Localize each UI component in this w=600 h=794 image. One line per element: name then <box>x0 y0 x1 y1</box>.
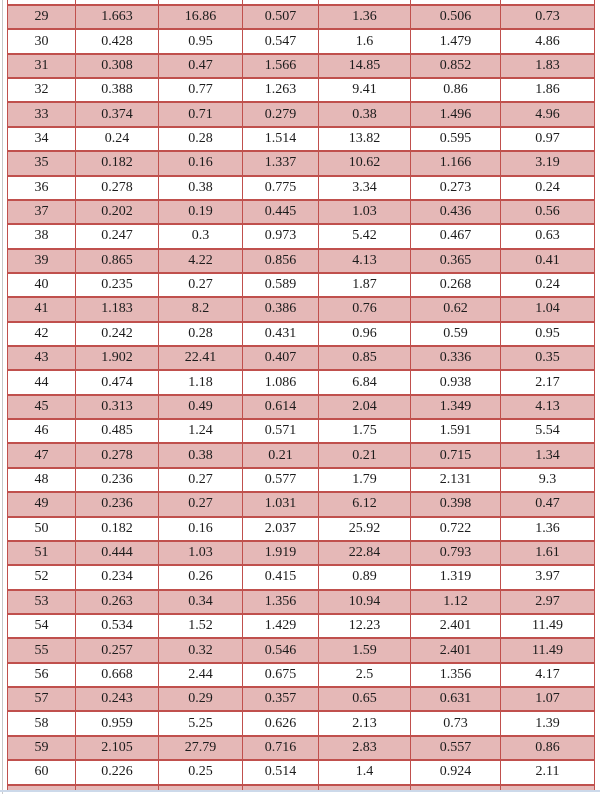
row-number-cell: 44 <box>8 370 76 394</box>
value-cell: 0.226 <box>76 760 159 784</box>
value-cell: 0.97 <box>501 127 595 151</box>
value-cell: 1.36 <box>501 517 595 541</box>
row-number-cell: 41 <box>8 297 76 321</box>
row-number-cell: 34 <box>8 127 76 151</box>
value-cell: 0.444 <box>76 541 159 565</box>
value-cell: 1.356 <box>243 590 319 614</box>
value-cell: 0.722 <box>411 517 501 541</box>
value-cell: 0.24 <box>501 176 595 200</box>
value-cell: 0.445 <box>243 200 319 224</box>
value-cell: 0.546 <box>243 638 319 662</box>
value-cell: 1.263 <box>243 78 319 102</box>
value-cell: 0.86 <box>501 736 595 760</box>
value-cell: 5.54 <box>501 419 595 443</box>
value-cell: 0.235 <box>76 273 159 297</box>
window-bottom-edge-line <box>0 790 600 792</box>
value-cell: 0.386 <box>243 297 319 321</box>
table-row <box>8 370 595 394</box>
value-cell: 0.19 <box>159 200 243 224</box>
value-cell: 1.902 <box>76 346 159 370</box>
value-cell: 0.16 <box>159 151 243 175</box>
value-cell: 0.793 <box>411 541 501 565</box>
table-row <box>8 322 595 346</box>
table-row <box>8 176 595 200</box>
value-cell: 22.41 <box>159 346 243 370</box>
value-cell: 0.278 <box>76 176 159 200</box>
row-number-cell: 43 <box>8 346 76 370</box>
value-cell: 0.431 <box>243 322 319 346</box>
row-number-cell: 51 <box>8 541 76 565</box>
value-cell: 11.49 <box>501 638 595 662</box>
table-row <box>8 541 595 565</box>
value-cell: 0.236 <box>76 468 159 492</box>
value-cell: 2.11 <box>501 760 595 784</box>
value-cell: 4.96 <box>501 102 595 126</box>
table-row <box>8 200 595 224</box>
value-cell: 4.13 <box>319 249 411 273</box>
value-cell: 2.04 <box>319 395 411 419</box>
value-cell: 0.202 <box>76 200 159 224</box>
value-cell: 1.03 <box>319 200 411 224</box>
value-cell: 0.675 <box>243 663 319 687</box>
row-number-cell: 53 <box>8 590 76 614</box>
value-cell: 1.496 <box>411 102 501 126</box>
value-cell: 0.436 <box>411 200 501 224</box>
value-cell: 0.336 <box>411 346 501 370</box>
value-cell: 0.547 <box>243 29 319 53</box>
value-cell: 1.4 <box>319 760 411 784</box>
value-cell: 0.407 <box>243 346 319 370</box>
table-row <box>8 102 595 126</box>
value-cell: 0.86 <box>411 78 501 102</box>
value-cell: 0.614 <box>243 395 319 419</box>
row-number-cell: 42 <box>8 322 76 346</box>
table-row <box>8 711 595 735</box>
value-cell: 0.28 <box>159 127 243 151</box>
row-number-cell: 48 <box>8 468 76 492</box>
value-cell: 0.3 <box>159 224 243 248</box>
row-number-cell: 52 <box>8 565 76 589</box>
value-cell: 1.429 <box>243 614 319 638</box>
value-cell: 1.6 <box>319 29 411 53</box>
table-row <box>8 54 595 78</box>
value-cell: 1.12 <box>411 590 501 614</box>
value-cell: 14.85 <box>319 54 411 78</box>
value-cell: 0.76 <box>319 297 411 321</box>
value-cell: 1.514 <box>243 127 319 151</box>
value-cell: 0.26 <box>159 565 243 589</box>
table-row <box>8 614 595 638</box>
value-cell: 1.349 <box>411 395 501 419</box>
value-cell: 0.49 <box>159 395 243 419</box>
value-cell: 0.73 <box>411 711 501 735</box>
value-cell: 27.79 <box>159 736 243 760</box>
partial-row-bottom <box>8 785 595 790</box>
value-cell: 0.557 <box>411 736 501 760</box>
value-cell: 25.92 <box>319 517 411 541</box>
value-cell: 3.34 <box>319 176 411 200</box>
value-cell: 1.566 <box>243 54 319 78</box>
table-row <box>8 346 595 370</box>
value-cell: 0.182 <box>76 517 159 541</box>
value-cell: 1.03 <box>159 541 243 565</box>
value-cell: 0.16 <box>159 517 243 541</box>
value-cell: 0.247 <box>76 224 159 248</box>
value-cell: 1.479 <box>411 29 501 53</box>
value-cell: 0.263 <box>76 590 159 614</box>
table-row <box>8 395 595 419</box>
value-cell: 0.96 <box>319 322 411 346</box>
value-cell: 13.82 <box>319 127 411 151</box>
table-row <box>8 78 595 102</box>
value-cell: 0.182 <box>76 151 159 175</box>
value-cell: 0.27 <box>159 492 243 516</box>
table-row <box>8 127 595 151</box>
value-cell: 0.507 <box>243 5 319 29</box>
value-cell: 0.27 <box>159 468 243 492</box>
value-cell: 0.29 <box>159 687 243 711</box>
value-cell: 0.357 <box>243 687 319 711</box>
value-cell: 8.2 <box>159 297 243 321</box>
value-cell: 1.031 <box>243 492 319 516</box>
value-cell: 1.36 <box>319 5 411 29</box>
value-cell: 2.44 <box>159 663 243 687</box>
row-number-cell: 45 <box>8 395 76 419</box>
row-number-cell: 31 <box>8 54 76 78</box>
value-cell: 1.663 <box>76 5 159 29</box>
row-number-cell: 55 <box>8 638 76 662</box>
value-cell: 0.89 <box>319 565 411 589</box>
row-number-cell: 59 <box>8 736 76 760</box>
value-cell: 1.18 <box>159 370 243 394</box>
value-cell: 1.86 <box>501 78 595 102</box>
value-cell: 0.388 <box>76 78 159 102</box>
value-cell: 1.24 <box>159 419 243 443</box>
value-cell: 0.852 <box>411 54 501 78</box>
row-number-cell: 30 <box>8 29 76 53</box>
value-cell: 0.73 <box>501 5 595 29</box>
value-cell: 0.924 <box>411 760 501 784</box>
value-cell: 0.398 <box>411 492 501 516</box>
table-row <box>8 29 595 53</box>
value-cell: 0.35 <box>501 346 595 370</box>
value-cell: 11.49 <box>501 614 595 638</box>
partial-cell <box>76 785 159 790</box>
page-edge-line <box>2 0 3 794</box>
value-cell: 1.919 <box>243 541 319 565</box>
row-number-cell: 35 <box>8 151 76 175</box>
row-number-cell: 46 <box>8 419 76 443</box>
row-number-cell: 37 <box>8 200 76 224</box>
value-cell: 4.13 <box>501 395 595 419</box>
value-cell: 2.13 <box>319 711 411 735</box>
row-number-cell: 32 <box>8 78 76 102</box>
value-cell: 3.19 <box>501 151 595 175</box>
value-cell: 0.595 <box>411 127 501 151</box>
value-cell: 1.337 <box>243 151 319 175</box>
value-cell: 0.77 <box>159 78 243 102</box>
value-cell: 0.95 <box>159 29 243 53</box>
value-cell: 1.319 <box>411 565 501 589</box>
data-table <box>7 0 595 790</box>
value-cell: 0.273 <box>411 176 501 200</box>
table-row <box>8 151 595 175</box>
value-cell: 0.34 <box>159 590 243 614</box>
value-cell: 0.514 <box>243 760 319 784</box>
value-cell: 10.94 <box>319 590 411 614</box>
value-cell: 6.12 <box>319 492 411 516</box>
partial-cell <box>243 785 319 790</box>
value-cell: 2.401 <box>411 614 501 638</box>
value-cell: 1.79 <box>319 468 411 492</box>
value-cell: 0.236 <box>76 492 159 516</box>
value-cell: 2.105 <box>76 736 159 760</box>
value-cell: 5.25 <box>159 711 243 735</box>
value-cell: 0.865 <box>76 249 159 273</box>
value-cell: 0.38 <box>159 443 243 467</box>
value-cell: 0.62 <box>411 297 501 321</box>
row-number-cell: 58 <box>8 711 76 735</box>
value-cell: 4.17 <box>501 663 595 687</box>
value-cell: 0.25 <box>159 760 243 784</box>
value-cell: 0.428 <box>76 29 159 53</box>
value-cell: 0.41 <box>501 249 595 273</box>
value-cell: 0.32 <box>159 638 243 662</box>
value-cell: 2.401 <box>411 638 501 662</box>
value-cell: 0.856 <box>243 249 319 273</box>
row-number-cell: 29 <box>8 5 76 29</box>
value-cell: 0.626 <box>243 711 319 735</box>
row-number-cell: 60 <box>8 760 76 784</box>
value-cell: 16.86 <box>159 5 243 29</box>
value-cell: 0.47 <box>501 492 595 516</box>
row-number-cell: 33 <box>8 102 76 126</box>
value-cell: 2.131 <box>411 468 501 492</box>
value-cell: 0.506 <box>411 5 501 29</box>
value-cell: 0.38 <box>319 102 411 126</box>
value-cell: 0.257 <box>76 638 159 662</box>
value-cell: 0.234 <box>76 565 159 589</box>
value-cell: 0.279 <box>243 102 319 126</box>
value-cell: 1.183 <box>76 297 159 321</box>
row-number-cell: 39 <box>8 249 76 273</box>
table-row <box>8 273 595 297</box>
value-cell: 1.086 <box>243 370 319 394</box>
value-cell: 1.87 <box>319 273 411 297</box>
value-cell: 0.534 <box>76 614 159 638</box>
value-cell: 0.577 <box>243 468 319 492</box>
value-cell: 1.591 <box>411 419 501 443</box>
table-row <box>8 517 595 541</box>
partial-cell <box>319 785 411 790</box>
table-row <box>8 760 595 784</box>
row-number-cell: 54 <box>8 614 76 638</box>
value-cell: 0.243 <box>76 687 159 711</box>
value-cell: 0.56 <box>501 200 595 224</box>
value-cell: 1.83 <box>501 54 595 78</box>
table-row <box>8 297 595 321</box>
value-cell: 0.668 <box>76 663 159 687</box>
value-cell: 0.59 <box>411 322 501 346</box>
partial-cell <box>501 785 595 790</box>
row-number-cell: 57 <box>8 687 76 711</box>
value-cell: 0.95 <box>501 322 595 346</box>
table-row <box>8 249 595 273</box>
value-cell: 0.775 <box>243 176 319 200</box>
value-cell: 0.21 <box>319 443 411 467</box>
value-cell: 1.166 <box>411 151 501 175</box>
value-cell: 0.631 <box>411 687 501 711</box>
row-number-cell: 50 <box>8 517 76 541</box>
value-cell: 10.62 <box>319 151 411 175</box>
value-cell: 22.84 <box>319 541 411 565</box>
value-cell: 9.41 <box>319 78 411 102</box>
value-cell: 0.485 <box>76 419 159 443</box>
table-row <box>8 5 595 29</box>
value-cell: 2.5 <box>319 663 411 687</box>
table-row <box>8 443 595 467</box>
value-cell: 0.63 <box>501 224 595 248</box>
value-cell: 0.571 <box>243 419 319 443</box>
value-cell: 1.75 <box>319 419 411 443</box>
value-cell: 0.474 <box>76 370 159 394</box>
row-number-cell: 47 <box>8 443 76 467</box>
value-cell: 0.71 <box>159 102 243 126</box>
value-cell: 12.23 <box>319 614 411 638</box>
value-cell: 0.28 <box>159 322 243 346</box>
value-cell: 0.467 <box>411 224 501 248</box>
value-cell: 0.278 <box>76 443 159 467</box>
table-row <box>8 468 595 492</box>
value-cell: 1.04 <box>501 297 595 321</box>
table-row <box>8 590 595 614</box>
value-cell: 0.308 <box>76 54 159 78</box>
table-row <box>8 565 595 589</box>
value-cell: 0.374 <box>76 102 159 126</box>
value-cell: 2.17 <box>501 370 595 394</box>
value-cell: 0.589 <box>243 273 319 297</box>
value-cell: 0.24 <box>501 273 595 297</box>
row-number-cell: 56 <box>8 663 76 687</box>
partial-cell <box>159 785 243 790</box>
value-cell: 2.037 <box>243 517 319 541</box>
table-row <box>8 663 595 687</box>
value-cell: 1.39 <box>501 711 595 735</box>
value-cell: 0.24 <box>76 127 159 151</box>
value-cell: 0.85 <box>319 346 411 370</box>
value-cell: 0.959 <box>76 711 159 735</box>
value-cell: 0.38 <box>159 176 243 200</box>
value-cell: 0.716 <box>243 736 319 760</box>
value-cell: 0.313 <box>76 395 159 419</box>
value-cell: 3.97 <box>501 565 595 589</box>
row-number-cell: 38 <box>8 224 76 248</box>
value-cell: 0.21 <box>243 443 319 467</box>
value-cell: 0.65 <box>319 687 411 711</box>
value-cell: 2.83 <box>319 736 411 760</box>
table-row <box>8 224 595 248</box>
value-cell: 0.242 <box>76 322 159 346</box>
row-number-cell: 40 <box>8 273 76 297</box>
value-cell: 1.52 <box>159 614 243 638</box>
row-number-cell: 49 <box>8 492 76 516</box>
value-cell: 5.42 <box>319 224 411 248</box>
table-row <box>8 419 595 443</box>
value-cell: 0.365 <box>411 249 501 273</box>
value-cell: 0.47 <box>159 54 243 78</box>
value-cell: 0.415 <box>243 565 319 589</box>
table-row <box>8 736 595 760</box>
value-cell: 4.86 <box>501 29 595 53</box>
value-cell: 1.07 <box>501 687 595 711</box>
value-cell: 1.59 <box>319 638 411 662</box>
value-cell: 4.22 <box>159 249 243 273</box>
table-row <box>8 492 595 516</box>
row-number-cell: 36 <box>8 176 76 200</box>
value-cell: 0.268 <box>411 273 501 297</box>
value-cell: 9.3 <box>501 468 595 492</box>
partial-cell <box>411 785 501 790</box>
table-row <box>8 638 595 662</box>
value-cell: 1.34 <box>501 443 595 467</box>
value-cell: 2.97 <box>501 590 595 614</box>
value-cell: 1.61 <box>501 541 595 565</box>
value-cell: 0.27 <box>159 273 243 297</box>
value-cell: 1.356 <box>411 663 501 687</box>
value-cell: 0.973 <box>243 224 319 248</box>
table-row <box>8 687 595 711</box>
value-cell: 0.715 <box>411 443 501 467</box>
partial-cell <box>8 785 76 790</box>
value-cell: 6.84 <box>319 370 411 394</box>
value-cell: 0.938 <box>411 370 501 394</box>
